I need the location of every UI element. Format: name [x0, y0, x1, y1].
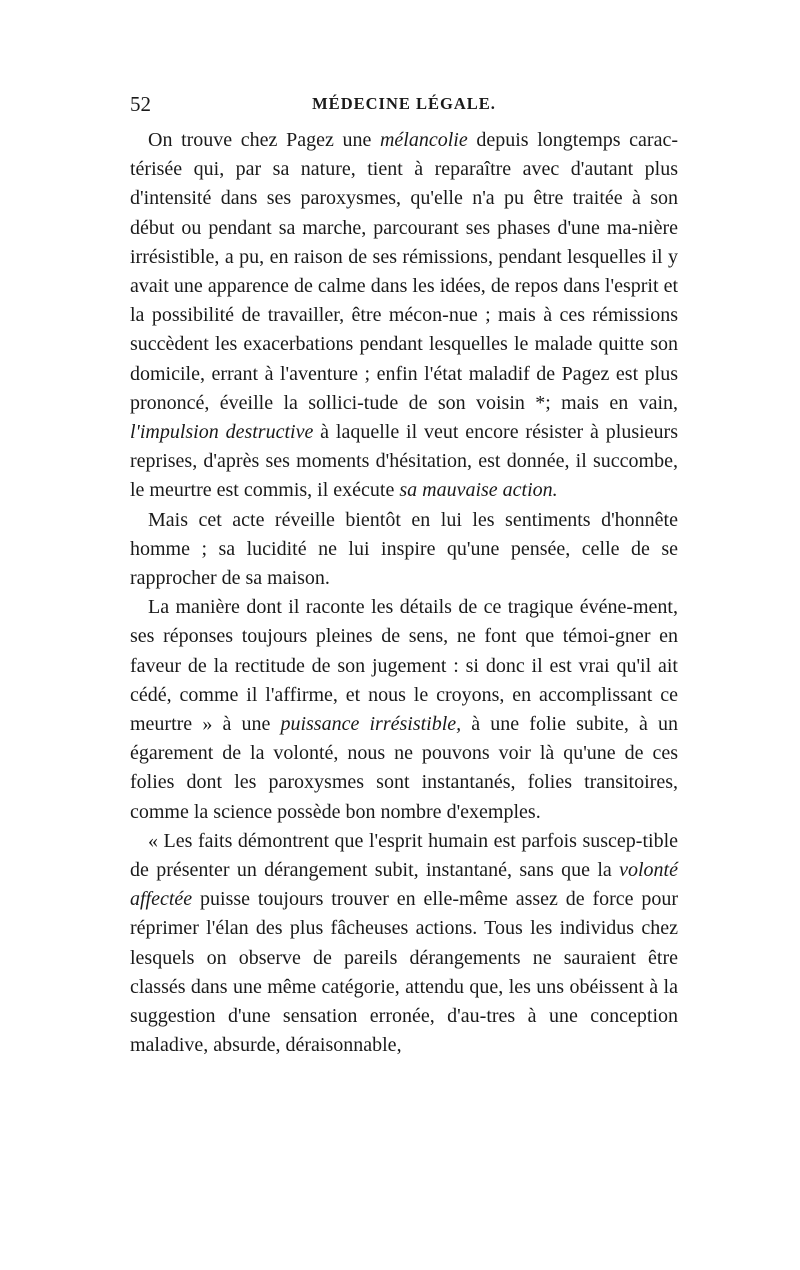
- running-title: MÉDECINE LÉGALE.: [312, 94, 496, 113]
- text-segment: On trouve chez Pagez une: [148, 129, 380, 151]
- text-segment: La manière dont il raconte les détails de ce tragique événe-ment, ses réponses toujours pleines de sens, ne font que témoi-gner en faveur de la rectitude de son jugement : si donc il est vrai qu'il ait cédé, comme il l'affirme, et nous le croyons, en accomplissant ce meurtre » à une: [130, 596, 678, 736]
- text-segment: puisse toujours trouver en elle-même assez de force pour réprimer l'élan des plus fâcheuses actions. Tous les individus chez lesquels on observe de pareils dérangements ne sauraient être classés dans une même catégorie, attendu que, les uns obéissent à la suggestion d'une sensation erronée, d'au-tres à une conception maladive, absurde, déraisonnable,: [130, 888, 678, 1057]
- text-segment: Mais cet acte réveille bientôt en lui les sentiments d'honnête homme ; sa lucidité ne lui inspire qu'une pensée, celle de se rapprocher de sa maison.: [130, 508, 678, 590]
- italic-term: mélancolie: [379, 129, 468, 151]
- text-segment: depuis longtemps carac-térisée qui, par sa nature, tient à reparaître avec d'autant plus d'intensité dans ses paroxysmes, qu'elle n'a pu être traitée à son début ou pendant sa marche, parcourant ses phases d'une ma-nière irrésistible, a pu, en raison de ses rémissions, pendant lesquelles il y avait une apparence de calme dans les idées, de repos dans l'esprit et la possibilité de travailler, être mécon-nue ; mais à ces rémissions succèdent les exacerbations pendant lesquelles le malade quitte son domicile, errant à l'aventure ; enfin l'état maladif de Pagez est plus prononcé, éveille la sollici-tude de son voisin *; mais en vain,: [130, 129, 678, 414]
- running-head: [130, 92, 678, 120]
- italic-term: volonté affectée: [130, 859, 678, 911]
- text-segment: à laquelle il veut encore résister à plusieurs reprises, d'après ses moments d'hésitation, est donnée, il succombe, le meurtre est commis, il exécute: [130, 421, 678, 502]
- italic-term: sa mauvaise action.: [399, 479, 558, 502]
- body-text: [130, 126, 678, 1061]
- text-segment: à une folie subite, à un égarement de la volonté, nous ne pouvons voir là qu'une de ces folies dont les paroxysmes sont instantanés, folies transitoires, comme la science possède bon nombre d'exemples.: [130, 713, 678, 823]
- italic-term: l'impulsion destructive: [130, 421, 314, 444]
- paragraph-4: [130, 827, 678, 1061]
- text-segment: « Les faits démontrent que l'esprit humain est parfois suscep-tible de présenter un dérangement subit, instantané, sans que la: [130, 829, 678, 882]
- page-number: 52: [130, 92, 151, 116]
- paragraph-3: [130, 593, 678, 827]
- italic-term: puissance irrésistible,: [280, 713, 462, 736]
- paragraph-1: [130, 126, 678, 506]
- paragraph-2: [130, 506, 678, 594]
